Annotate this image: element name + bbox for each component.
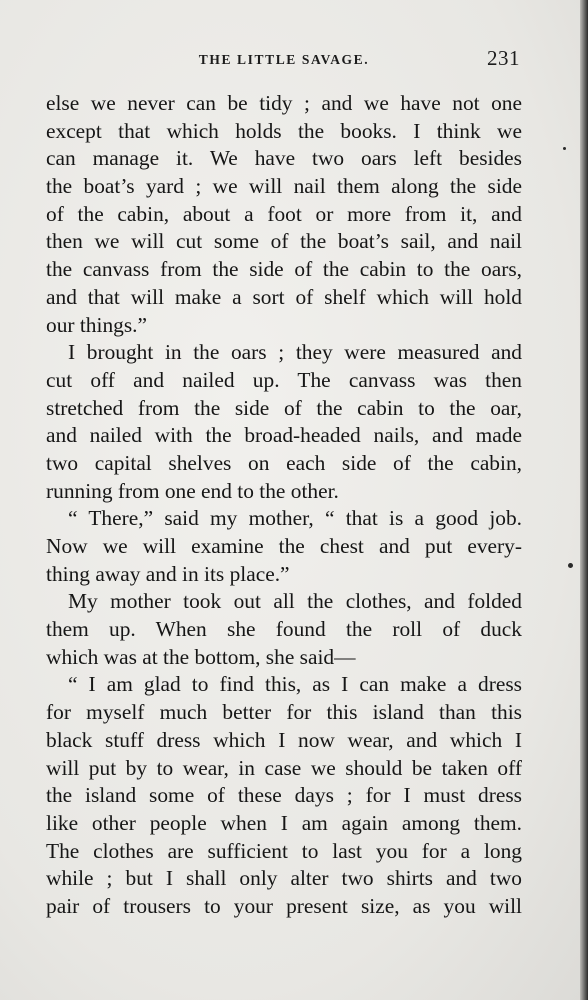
- text-line: the canvass from the side of the cabin to the oars,: [46, 257, 522, 282]
- text-line: “ I am glad to find this, as I can make a dress: [68, 672, 522, 697]
- running-head: THE LITTLE SAVAGE.: [198, 52, 370, 67]
- page-header: [46, 46, 522, 74]
- text-line: cut off and nailed up. The canvass was then: [46, 367, 522, 392]
- page-number: 231: [487, 46, 520, 70]
- text-line: which was at the bottom, she said—: [46, 644, 356, 669]
- ink-speck: [568, 563, 573, 568]
- text-line: pair of trousers to your present size, as you will: [46, 893, 522, 918]
- text-line: running from one end to the other.: [46, 478, 339, 503]
- text-line: and that will make a sort of shelf which will hold: [46, 284, 522, 309]
- text-line: black stuff dress which I now wear, and which I: [46, 727, 522, 752]
- text-line: Now we will examine the chest and put every-: [46, 534, 522, 558]
- text-line: except that which holds the books. I think we: [46, 118, 522, 143]
- text-line: like other people when I am again among them.: [46, 810, 522, 835]
- text-line: else we never can be tidy ; and we have not one: [46, 91, 522, 115]
- text-line: My mother took out all the clothes, and folded: [68, 589, 522, 614]
- text-line: the boat’s yard ; we will nail them along the side: [46, 174, 522, 199]
- text-line: thing away and in its place.”: [46, 561, 290, 586]
- text-line: can manage it. We have two oars left besides: [46, 146, 522, 171]
- body-text: [46, 90, 522, 921]
- text-line: them up. When she found the roll of duck: [46, 617, 522, 642]
- text-line: two capital shelves on each side of the cabin,: [46, 450, 522, 475]
- text-line: while ; but I shall only alter two shirts and two: [46, 866, 522, 891]
- ink-speck: [563, 147, 566, 150]
- text-line: the island some of these days ; for I must dress: [46, 783, 522, 808]
- text-line: “ There,” said my mother, “ that is a good job.: [68, 506, 522, 531]
- text-line: will put by to wear, in case we should be taken off: [46, 755, 522, 780]
- page-edge-shadow: [580, 0, 588, 1000]
- text-line: I brought in the oars ; they were measured and: [68, 340, 522, 365]
- text-line: of the cabin, about a foot or more from it, and: [46, 201, 522, 226]
- text-line: The clothes are sufficient to last you for a long: [46, 838, 522, 863]
- text-line: stretched from the side of the cabin to the oar,: [46, 395, 522, 420]
- text-line: for myself much better for this island than this: [46, 700, 522, 725]
- text-line: and nailed with the broad-headed nails, and made: [46, 423, 522, 448]
- text-line: then we will cut some of the boat’s sail, and nail: [46, 229, 522, 254]
- text-line: our things.”: [46, 312, 147, 337]
